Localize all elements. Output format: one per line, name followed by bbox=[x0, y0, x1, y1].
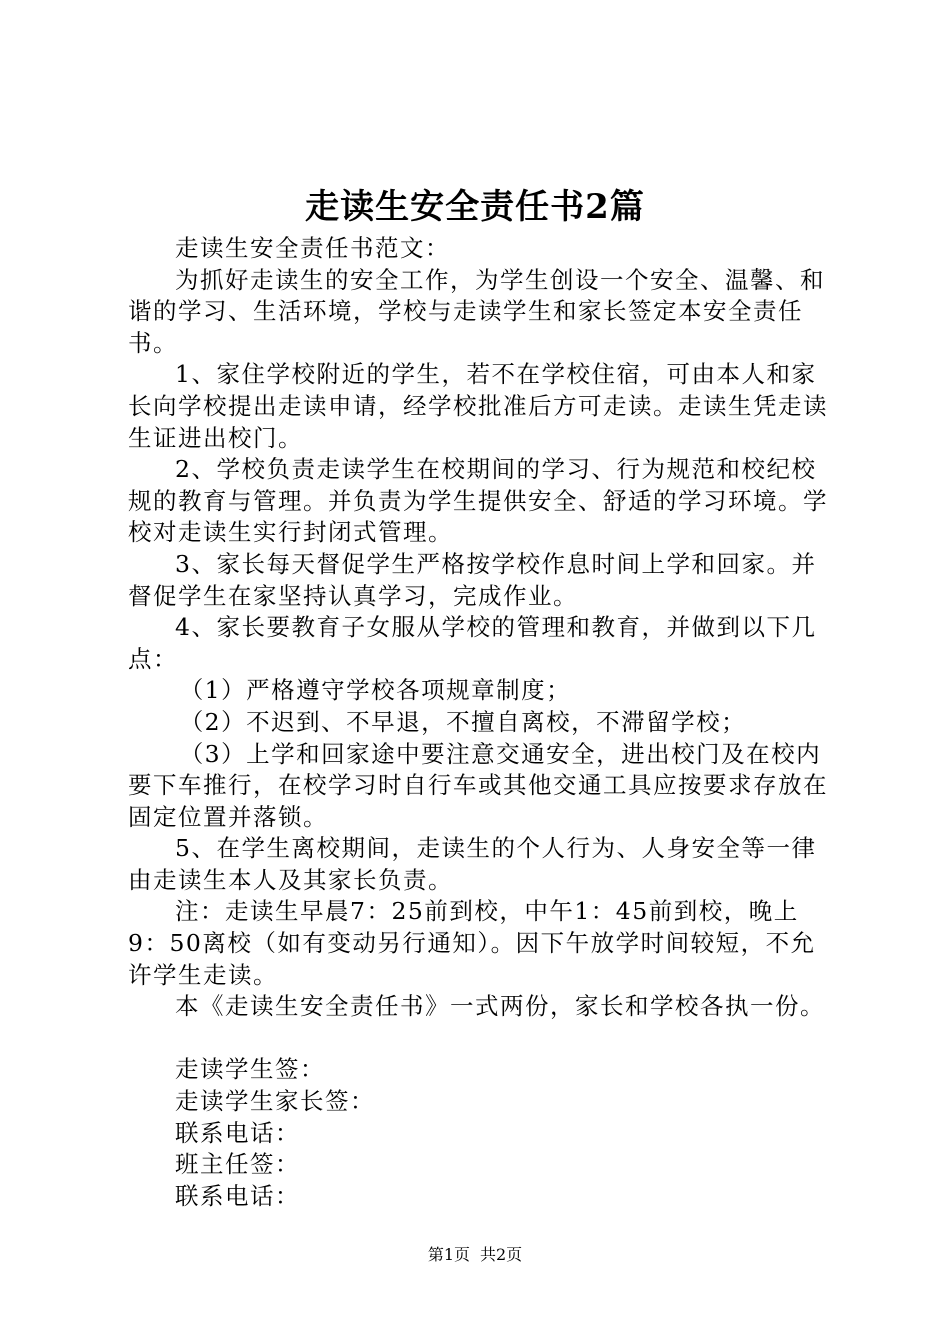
signature-student: 走读学生签： bbox=[175, 1055, 325, 1084]
paragraph-intro: 走读生安全责任书范文： bbox=[175, 234, 450, 262]
paragraph-item-4: 4、家长要教育子女服从学校的管理和教育，并做到以下几点： bbox=[128, 613, 817, 673]
document-title: 走读生安全责任书2篇 bbox=[305, 187, 645, 227]
paragraph-purpose: 为抓好走读生的安全工作，为学生创设一个安全、温馨、和谐的学习、生活环境，学校与走读学生和家长签定本安全责任书。 bbox=[128, 265, 825, 357]
signature-phone-teacher: 联系电话： bbox=[175, 1181, 300, 1210]
signature-teacher: 班主任签： bbox=[175, 1150, 300, 1179]
document-body bbox=[128, 233, 833, 1212]
paragraph-item-5: 5、在学生离校期间，走读生的个人行为、人身安全等一律由走读生本人及其家长负责。 bbox=[128, 834, 817, 894]
paragraph-subitem-1: （1）严格遵守学校各项规章制度； bbox=[179, 676, 572, 705]
paragraph-item-1: 1、家住学校附近的学生，若不在学校住宿，可由本人和家长向学校提出走读申请，经学校批准后方可走读。走读生凭走读生证进出校门。 bbox=[128, 360, 828, 452]
page-total: 共2页 bbox=[480, 1245, 523, 1264]
signature-parent: 走读学生家长签： bbox=[175, 1087, 375, 1116]
signature-phone-parent: 联系电话： bbox=[175, 1118, 300, 1147]
blank-line bbox=[128, 1023, 833, 1055]
paragraph-note: 注：走读生早晨7：25前到校，中午1：45前到校，晚上9：50离校（如有变动另行通知）。因下午放学时间较短，不允许学生走读。 bbox=[128, 897, 816, 989]
page-number: 第1页 bbox=[427, 1245, 470, 1264]
paragraph-item-3: 3、家长每天督促学生严格按学校作息时间上学和回家。并督促学生在家坚持认真学习，完成作业。 bbox=[128, 549, 817, 610]
paragraph-subitem-2: （2）不迟到、不早退，不擅自离校，不滞留学校； bbox=[179, 707, 747, 736]
paragraph-subitem-3: （3）上学和回家途中要注意交通安全，进出校门及在校内要下车推行，在校学习时自行车或其他交通工具应按要求存放在固定位置并落锁。 bbox=[128, 739, 828, 831]
paragraph-item-2: 2、学校负责走读学生在校期间的学习、行为规范和校纪校规的教育与管理。并负责为学生提供安全、舒适的学习环境。学校对走读生实行封闭式管理。 bbox=[128, 455, 828, 547]
page-footer bbox=[0, 1244, 950, 1266]
paragraph-copies: 本《走读生安全责任书》一式两份，家长和学校各执一份。 bbox=[175, 992, 825, 1021]
